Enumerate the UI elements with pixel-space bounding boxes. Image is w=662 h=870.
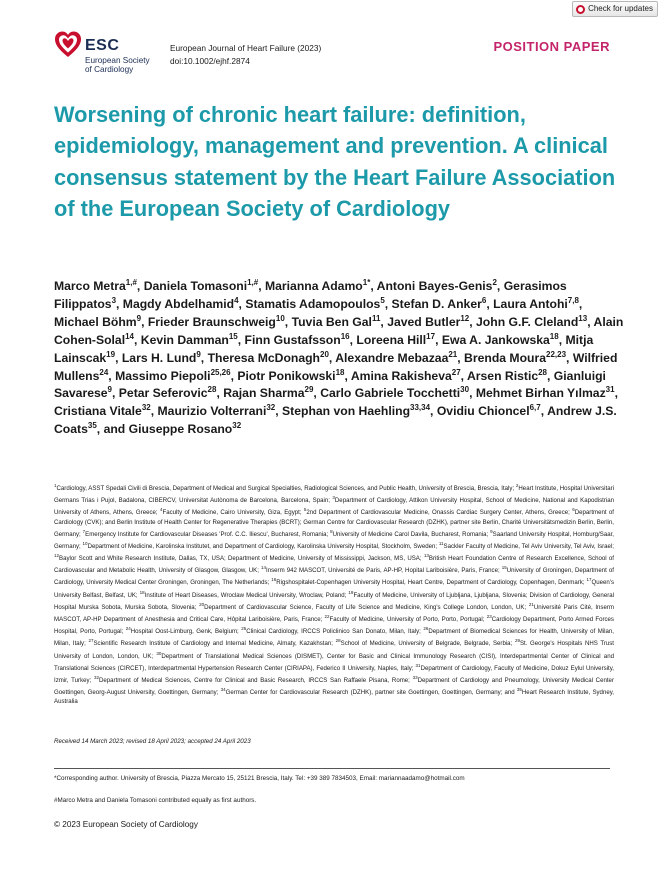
author-name: Amina Rakisheva (350, 368, 452, 383)
author-affiliation-marker: 10 (275, 313, 285, 323)
affiliation-number: 12 (54, 553, 60, 559)
author-name: Laura Antohi (493, 296, 568, 311)
author-name: Lars H. Lund (121, 350, 197, 365)
affiliation-text: Institute of Heart Diseases, Wroclaw Medical University, Wroclaw, Poland; (144, 591, 347, 599)
author-affiliation-marker: 19 (106, 349, 116, 359)
author-name: Ovidiu Chioncel (436, 404, 530, 419)
affiliation-text: Department of Cardiology, Faculty of Medicine, Dokuz Eylul University, Izmir, Turkey; (54, 664, 614, 684)
logo-acronym: ESC (85, 37, 120, 54)
affiliation-text: Heart Research Institute, Sydney, Australia (54, 689, 615, 706)
author-name: Carlo Gabriele Tocchetti (320, 386, 461, 401)
author-affiliation-marker: 20 (320, 349, 329, 359)
affiliation-number: 33 (412, 674, 418, 680)
author-name: Arsen Ristic (466, 368, 539, 383)
affiliation-text: Université Paris Cité, Inserm MASCOT, AP-HP Department of Anesthesia and Critical Care, Hôpital Lariboisière, Paris, France; (54, 603, 614, 624)
journal-doi[interactable]: doi:10.1002/ejhf.2874 (170, 55, 250, 66)
author-name: Gianluigi Savarese (54, 368, 606, 401)
affiliation-text: Cardiology Department, Porto Armed Forces Hospital, Porto, Portugal; (54, 616, 614, 636)
author-affiliation-marker: 9 (196, 349, 201, 359)
author-affiliation-marker: 32 (232, 421, 242, 431)
copyright-notice: © 2023 European Society of Cardiology (54, 820, 198, 829)
author-name: Stephan von Haehling (282, 404, 411, 419)
author-affiliation-marker: 32 (141, 403, 151, 413)
author-name: Tuvia Ben Gal (291, 314, 372, 329)
affiliation-text: Baylor Scott and White Research Institute, Dallas, TX, USA; Department of Medicine, University of Mississippi, Jackson, MS, USA; (59, 555, 422, 563)
author-name: Gerasimos Filippatos (54, 279, 567, 311)
author-affiliation-marker: 21 (448, 349, 458, 359)
affiliation-text: Hospital Oost-Limburg, Genk, Belgium; (130, 628, 239, 636)
author-affiliation-marker: 22,23 (546, 349, 567, 359)
paper-title: Worsening of chronic heart failure: definition, epidemiology, management and prevention. A clinical consensus statement by the Heart Failure Association of the European Society of Cardiology (54, 102, 616, 221)
author-affiliation-marker: 1,# (247, 277, 259, 287)
affiliation-text: Faculty of Medicine, University of Ljubljana, Ljubljana, Slovenia; Division of Cardiology, General Hospital Murska Sobota, Murska Sobota, Slovenia; (54, 591, 614, 611)
affiliation-number: 32 (93, 674, 99, 680)
author-name: Michael Böhm (54, 314, 137, 329)
author-affiliation-marker: 3 (111, 295, 117, 305)
journal-name: European Journal of Heart Failure (2023) (170, 43, 322, 53)
check-for-updates-badge[interactable] (572, 1, 658, 17)
author-affiliation-marker: 2 (492, 277, 497, 287)
author-affiliation-marker: 16 (340, 331, 350, 341)
author-name: Maurizio Volterrani (157, 404, 267, 419)
author-affiliation-marker: 24 (99, 367, 109, 377)
affiliation-number: 34 (220, 687, 226, 693)
affiliation-text: Inserm 942 MASCOT, Université de Paris, AP-HP, Hopital Lariboisière, Paris, France; (266, 567, 500, 575)
affiliation-text: Rigshospitalet-Copenhagen University Hospital, Heart Centre, Department of Cardiology, Copenhagen, Denmark; (276, 579, 585, 587)
author-affiliation-marker: 25,26 (210, 367, 231, 377)
author-affiliation-marker: 30 (460, 385, 470, 395)
author-name: Javed Butler (387, 314, 461, 329)
author-affiliation-marker: 12 (460, 313, 470, 323)
affiliation-number: 15 (501, 565, 507, 571)
affiliation-text: Queen's University Belfast, Belfast, UK; (54, 579, 614, 599)
author-affiliation-marker: 14 (125, 331, 135, 341)
affiliation-text: Heart Institute, Hospital Universitari Germans Trias i Pujol, Badalona, CIBERCV, Universitat Autònoma de Barcelona, Barcelona, Spain; (54, 485, 614, 505)
author-name: Giuseppe Rosano (128, 422, 233, 437)
author-affiliation-marker: 11 (371, 313, 381, 323)
author-name: Brenda Moura (464, 350, 546, 365)
author-name: John G.F. Cleland (476, 314, 579, 329)
affiliation-number: 35 (516, 687, 522, 693)
affiliation-number: 6 (572, 507, 575, 513)
affiliation-text: Department of Translational Medical Sciences (DISMET), Center for Basic and Clinical Immunology Research (CISI), Interdepartmental Center of Clinical and Translational Sciences (CIRCET), Interdepartmental Hypertension Research Center (CIRIAPA), Federico II University, Naples, Italy; (54, 652, 614, 672)
affiliation-number: 31 (415, 662, 421, 668)
affiliation-text: School of Medicine, University of Belgrade, Belgrade, Serbia; (340, 640, 513, 648)
journal-info (170, 42, 321, 67)
affiliation-text: Department of Medicine, Karolinska Institutet, and Department of Cardiology, Karolinska University Hospital, Stockholm, Sweden; (87, 542, 438, 550)
affiliation-text: Department of Cardiology and Pneumology, University Medical Center Goettingen, Georg-August University, Goettingen, Germany; (54, 677, 614, 697)
author-affiliation-marker: 6,7 (529, 403, 541, 413)
received-dates: Received 14 March 2023; revised 18 April 2023; accepted 24 April 2023 (54, 738, 251, 745)
esc-logo (54, 30, 164, 80)
author-list: Marco Metra$^{1,\#}$, Daniela Tomasoni$^{1,\#}$, Marianna Adamo$^{1*}$, Antoni Bayes-Genis$^2$, Gerasimos Filippatos$^3$, Magdy Abdelhamid$^4$, Stamatis Adamopoulos$^5$, Stefan D. Anker$^6$, Laura Antohi$^{7,8}$, Michael Böhm$^9$, Frieder Braunschweig$^{10}$, Tuvia Ben Gal$^{11}$, Javed Butler$^{12}$, John G.F. Cleland$^{13}$, Alain Cohen-Solal$^{14}$, Kevin Damman$^{15}$, Finn Gustafsson$^{16}$, Loreena Hill$^{17}$, Ewa A. Jankowska$^{18}$, Mitja Lainscak$^{19}$, Lars H. Lund$^9$, Theresa McDonagh$^{20}$, Alexandre Mebazaa$^{21}$, Brenda Moura$^{22,23}$, Wilfried Mullens$^{24}$, Massimo Piepoli$^{25,26}$, Piotr Ponikowski$^{18}$, Amina Rakisheva$^{27}$, Arsen Ristic$^{28}$, Gianluigi Savarese$^9$, Petar Seferovic$^{28}$, Rajan Sharma$^{29}$, Carlo Gabriele Tocchetti$^{30}$, Mehmet Birhan Yılmaz$^{31}$, Cristiana Vitale$^{32}$, Maurizio Volterrani$^{32}$, Stephan von Haehling$^{33,34}$, Ovidiu Chioncel$^{6,7}$, Andrew J.S. Coats$^{35}$, and Giuseppe Rosano$^{32}$ (54, 277, 624, 437)
author-name: Kevin Damman (140, 332, 229, 347)
affiliation-text: Department of Biomedical Sciences for Health, University of Milan, Milan, Italy; (54, 628, 614, 648)
author-name: Finn Gustafsson (244, 332, 341, 347)
author-name: Loreena Hill (356, 332, 427, 347)
affiliation-text: Sackler Faculty of Medicine, Tel Aviv University, Tel Aviv, Israel; (443, 542, 614, 550)
affiliation-number: 20 (199, 601, 205, 607)
author-affiliation-marker: 29 (304, 385, 314, 395)
author-affiliation-marker: 28 (207, 385, 217, 395)
author-name: Antoni Bayes-Genis (376, 279, 493, 293)
update-icon (576, 5, 585, 14)
affiliation-number: 3 (332, 495, 335, 501)
logo-line-1: European Society (85, 56, 150, 65)
affiliation-text: University of Medicine Carol Davila, Bucharest, Romania; (332, 530, 489, 538)
affiliation-text: Department of Medical Sciences, Centre for Clinical and Basic Research, IRCCS San Raffaele Pisana, Rome; (98, 677, 410, 684)
author-name: Mitja Lainscak (54, 332, 594, 365)
author-name: Rajan Sharma (223, 386, 305, 401)
author-affiliation-marker: 9 (107, 385, 112, 395)
affiliation-number: 25 (241, 626, 247, 632)
affiliation-text: 2nd Department of Cardiovascular Medicine, Onassis Cardiac Surgery Center, Athens, Greece; (306, 509, 570, 517)
affiliation-text: Department of Cardiology, Attikon University Hospital, School of Medicine, National and Kapodistrian University of Athens, Athens, Greece; (54, 497, 615, 517)
affiliation-number: 7 (82, 528, 86, 534)
logo-society-name (85, 56, 150, 74)
logo-line-2: of Cardiology (85, 65, 134, 75)
author-affiliation-marker: 15 (228, 331, 238, 341)
affiliation-text: British Heart Foundation Centre of Research Excellence, School of Cardiovascular and Metabolic Health, University of Glasgow, Glasgow, UK; (54, 555, 614, 575)
check-for-updates-label: Check for updates (588, 4, 653, 13)
affiliation-number: 29 (514, 638, 520, 644)
author-name: Ewa A. Jankowska (441, 332, 550, 347)
author-name: Andrew J.S. Coats (54, 404, 617, 437)
author-name: Petar Seferovic (118, 386, 208, 401)
affiliation-number: 24 (125, 626, 131, 632)
affiliation-number: 11 (438, 540, 444, 546)
author-name: Stefan D. Anker (391, 296, 482, 311)
affiliation-number: 26 (423, 626, 429, 632)
author-name: Magdy Abdelhamid (122, 296, 235, 311)
affiliation-number: 21 (528, 601, 534, 607)
author-name: Piotr Ponikowski (237, 368, 336, 383)
affiliation-number: 8 (330, 528, 333, 534)
equal-contribution-note: #Marco Metra and Daniela Tomasoni contributed equally as first authors. (54, 797, 257, 804)
affiliation-number: 23 (486, 614, 492, 620)
footnote-divider (54, 768, 610, 769)
affiliation-text: Faculty of Medicine, University of Porto, Porto, Portugal; (329, 616, 485, 624)
affiliation-number: 30 (156, 650, 162, 656)
author-affiliation-marker: 17 (426, 331, 436, 341)
affiliation-number: 22 (324, 614, 330, 620)
author-affiliation-marker: 13 (578, 313, 588, 323)
affiliation-text: University of Groningen, Department of Cardiology, University Medical Center Groningen, Groningen, The Netherlands; (54, 567, 614, 587)
affiliation-text: Emergency Institute for Cardiovascular Diseases 'Prof. C.C. Iliescu', Bucharest, Romania; (85, 530, 329, 538)
affiliation-number: 5 (303, 507, 307, 513)
affiliation-text: Scientific Research Institute of Cardiology and Internal Medicine, Almaty, Kazakhstan; (93, 640, 333, 648)
affiliation-text: Cardiology, ASST Spedali Civili di Brescia, Department of Medical and Surgical Specialties, Radiological Sciences, and Public Health, University of Brescia, Brescia, Italy; (56, 485, 515, 493)
affiliation-text: Saarland University Hospital, Homburg/Saar, Germany; (54, 530, 614, 550)
author-name: Alain Cohen-Solal (54, 314, 624, 347)
author-affiliation-marker: 5 (380, 295, 385, 305)
author-affiliation-marker: 1* (362, 277, 371, 287)
affiliation-number: 18 (139, 589, 145, 595)
author-affiliation-marker: 31 (605, 385, 615, 395)
affiliation-number: 28 (335, 638, 341, 644)
author-affiliation-marker: 18 (549, 331, 559, 341)
affiliation-text: Faculty of Medicine, Cairo University, Giza, Egypt; (162, 509, 302, 517)
affiliation-number: 19 (348, 589, 354, 595)
author-name: Massimo Piepoli (115, 368, 211, 383)
author-affiliation-marker: 33,34 (410, 403, 431, 413)
author-affiliation-marker: 32 (266, 403, 276, 413)
author-name: Alexandre Mebazaa (335, 350, 449, 365)
affiliation-number: 2 (515, 483, 519, 488)
affiliation-text: Clinical Cardiology, IRCCS Policlinico San Donato, Milan, Italy; (246, 628, 421, 636)
author-affiliation-marker: 7,8 (567, 295, 579, 305)
affiliation-number: 16 (271, 577, 277, 583)
author-affiliation-marker: 4 (234, 295, 239, 305)
affiliation-number: 14 (261, 565, 267, 571)
affiliation-text: German Center for Cardiovascular Research (DZHK), partner site Goettingen, Goettingen, Germany; and (225, 689, 515, 697)
author-name: Theresa McDonagh (207, 350, 320, 365)
author-name: Mehmet Birhan Yılmaz (475, 386, 606, 401)
affiliation-number: 4 (159, 507, 163, 513)
affiliation-number: 13 (423, 553, 429, 559)
author-name: Marianna Adamo (265, 279, 363, 293)
affiliation-number: 1 (54, 483, 57, 488)
affiliation-text: Department of Cardiology (CVK); and Berlin Institute of Health Center for Regenerative Therapies (BCRT); German Centre for Cardiovascular Research (DZHK), partner site Berlin, Charité Universitätsmedizin Berlin, Berlin, Germany; (54, 509, 614, 538)
author-affiliation-marker: 18 (335, 367, 345, 377)
affiliation-number: 10 (82, 540, 88, 546)
author-affiliation-marker: 27 (451, 367, 461, 377)
author-affiliation-marker: 6 (481, 295, 487, 305)
author-name: Daniela Tomasoni (143, 279, 248, 293)
author-name: Marco Metra (54, 279, 126, 293)
affiliation-text: Department of Cardiovascular Science, Faculty of Life Science and Medicine, King's College London, London, UK; (204, 603, 527, 611)
esc-heart-icon (54, 30, 82, 60)
affiliation-list (54, 481, 614, 707)
author-name: Cristiana Vitale (54, 404, 142, 419)
author-affiliation-marker: 28 (538, 367, 548, 377)
affiliation-number: 9 (490, 528, 493, 534)
paper-type-label: POSITION PAPER (493, 39, 610, 54)
author-name: Frieder Braunschweig (147, 314, 276, 329)
affiliation-number: 27 (88, 638, 94, 644)
corresponding-author-note: *Corresponding author. University of Brescia, Piazza Mercato 15, 25121 Brescia, Italy. Tel: +39 389 7834503, Email: mariannaadamo@hotmail.com (54, 775, 465, 782)
author-affiliation-marker: 35 (87, 421, 97, 431)
affiliation-number: 17 (586, 577, 592, 583)
author-name: Wilfried Mullens (54, 350, 618, 383)
author-affiliation-marker: 9 (136, 313, 142, 323)
affiliation-text: St. George's Hospitals NHS Trust University of London, London, UK; (54, 640, 615, 660)
author-name: Stamatis Adamopoulos (245, 296, 381, 311)
author-affiliation-marker: 1,# (125, 277, 137, 287)
